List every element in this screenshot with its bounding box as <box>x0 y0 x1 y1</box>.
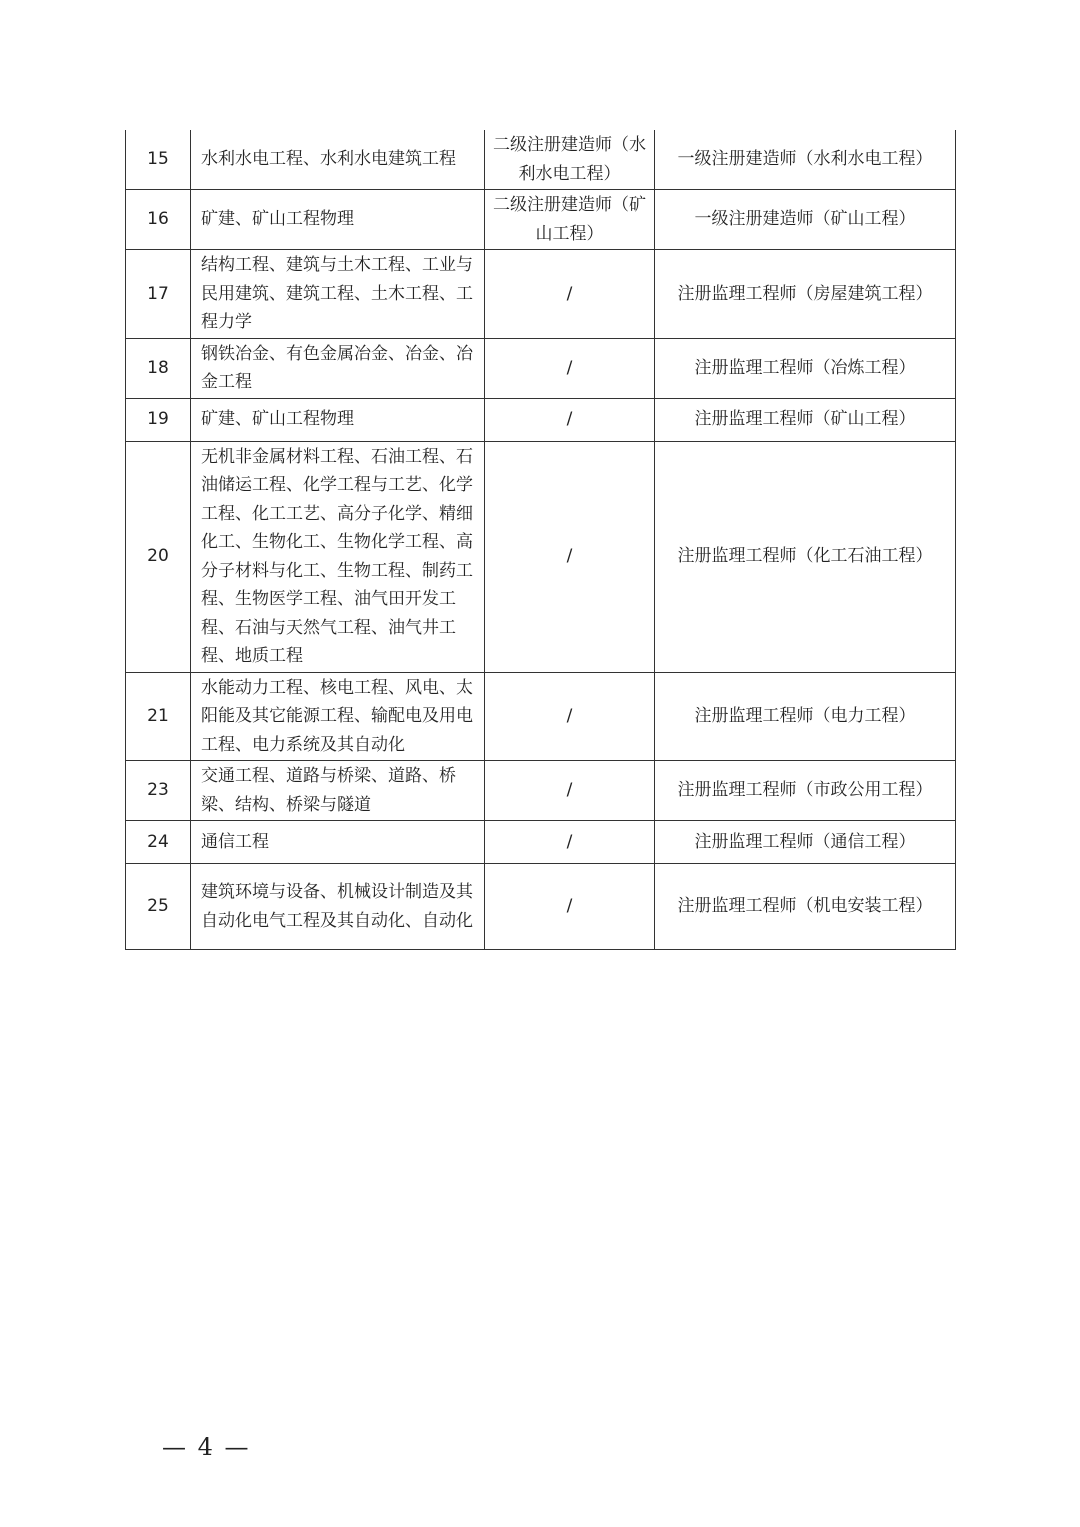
major-cell: 矿建、矿山工程物理 <box>191 190 485 250</box>
table-body <box>126 130 956 950</box>
row-number: 24 <box>126 821 191 864</box>
qualification-table <box>125 130 956 950</box>
row-number: 17 <box>126 250 191 339</box>
first-level-cert-cell: 一级注册建造师（矿山工程） <box>655 190 956 250</box>
table-row <box>126 130 956 190</box>
second-level-cert-cell: / <box>485 441 655 672</box>
table-row <box>126 761 956 821</box>
first-level-cert-cell: 注册监理工程师（冶炼工程） <box>655 338 956 398</box>
major-cell: 建筑环境与设备、机械设计制造及其自动化电气工程及其自动化、自动化 <box>191 864 485 950</box>
table-row <box>126 441 956 672</box>
major-cell: 水利水电工程、水利水电建筑工程 <box>191 130 485 190</box>
major-cell: 交通工程、道路与桥梁、道路、桥梁、结构、桥梁与隧道 <box>191 761 485 821</box>
major-cell: 钢铁冶金、有色金属冶金、冶金、冶金工程 <box>191 338 485 398</box>
table-row <box>126 338 956 398</box>
first-level-cert-cell: 注册监理工程师（市政公用工程） <box>655 761 956 821</box>
major-cell: 矿建、矿山工程物理 <box>191 398 485 441</box>
table-row <box>126 190 956 250</box>
first-level-cert-cell: 注册监理工程师（化工石油工程） <box>655 441 956 672</box>
first-level-cert-cell: 注册监理工程师（房屋建筑工程） <box>655 250 956 339</box>
second-level-cert-cell: / <box>485 672 655 761</box>
major-cell: 无机非金属材料工程、石油工程、石油储运工程、化学工程与工艺、化学工程、化工工艺、高分子化学、精细化工、生物化工、生物化学工程、高分子材料与化工、生物工程、制药工程、生物医学工程、油气田开发工程、石油与天然气工程、油气井工程、地质工程 <box>191 441 485 672</box>
row-number: 16 <box>126 190 191 250</box>
second-level-cert-cell: 二级注册建造师（水利水电工程） <box>485 130 655 190</box>
row-number: 25 <box>126 864 191 950</box>
page-number: — 4 — <box>162 1433 251 1461</box>
second-level-cert-cell: / <box>485 338 655 398</box>
major-cell: 水能动力工程、核电工程、风电、太阳能及其它能源工程、输配电及用电工程、电力系统及其自动化 <box>191 672 485 761</box>
table-row <box>126 864 956 950</box>
table-row <box>126 821 956 864</box>
second-level-cert-cell: / <box>485 398 655 441</box>
row-number: 21 <box>126 672 191 761</box>
second-level-cert-cell: / <box>485 864 655 950</box>
major-cell: 通信工程 <box>191 821 485 864</box>
second-level-cert-cell: 二级注册建造师（矿山工程） <box>485 190 655 250</box>
first-level-cert-cell: 注册监理工程师（通信工程） <box>655 821 956 864</box>
first-level-cert-cell: 注册监理工程师（电力工程） <box>655 672 956 761</box>
row-number: 20 <box>126 441 191 672</box>
first-level-cert-cell: 注册监理工程师（矿山工程） <box>655 398 956 441</box>
row-number: 19 <box>126 398 191 441</box>
first-level-cert-cell: 一级注册建造师（水利水电工程） <box>655 130 956 190</box>
table-row <box>126 672 956 761</box>
table-row <box>126 250 956 339</box>
first-level-cert-cell: 注册监理工程师（机电安装工程） <box>655 864 956 950</box>
major-cell: 结构工程、建筑与土木工程、工业与民用建筑、建筑工程、土木工程、工程力学 <box>191 250 485 339</box>
second-level-cert-cell: / <box>485 250 655 339</box>
row-number: 18 <box>126 338 191 398</box>
row-number: 15 <box>126 130 191 190</box>
row-number: 23 <box>126 761 191 821</box>
second-level-cert-cell: / <box>485 761 655 821</box>
second-level-cert-cell: / <box>485 821 655 864</box>
table-row <box>126 398 956 441</box>
